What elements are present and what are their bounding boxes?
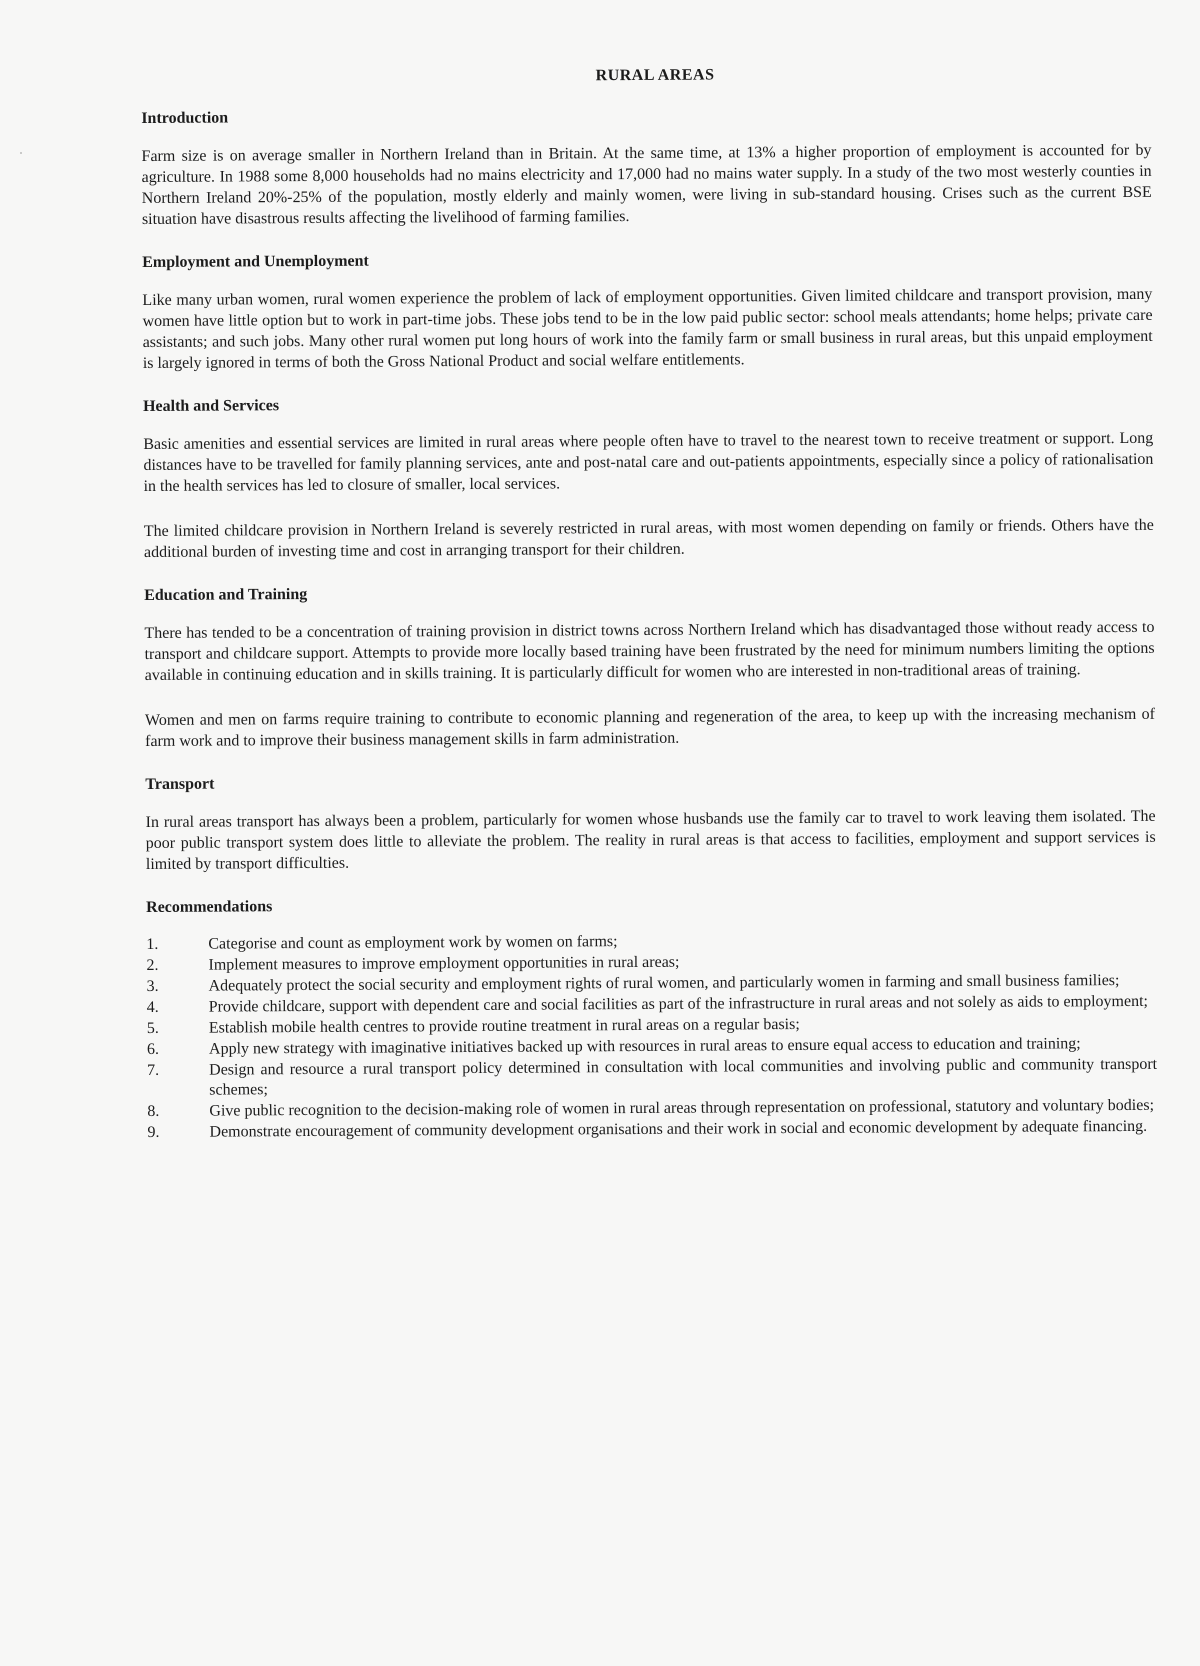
section-employment — [142, 248, 1153, 374]
item-text: Give public recognition to the decision-making role of women in rural areas through representation on professional, statutory and voluntary bodies; — [209, 1096, 1155, 1120]
item-text: Implement measures to improve employment opportunities in rural areas; — [208, 953, 680, 974]
item-number: 1. — [146, 935, 159, 953]
section-heading: Health and Services — [143, 397, 280, 415]
item-text: Establish mobile health centres to provide routine treatment in rural areas on a regular basis; — [208, 1015, 800, 1037]
section-heading: Education and Training — [144, 585, 308, 604]
paragraph: There has tended to be a concentration of training provision in district towns across Northern Ireland which has disadvantaged those without ready access to transport and childcare support. Attempts to provide more locally based training have been frustrated by the need for minimum numbers limiting the options available in continuing education and in skills training. It is particularly difficult for women who are interested in non-traditional areas of training. — [144, 618, 1155, 684]
item-number: 5. — [146, 1019, 159, 1037]
item-text: Apply new strategy with imaginative initiatives backed up with resources in rural areas to ensure equal access to education and training; — [208, 1035, 1081, 1058]
item-number: 3. — [146, 977, 159, 995]
paragraph: Farm size is on average smaller in Northern Ireland than in Britain. At the same time, at 13% a higher proportion of employment is accounted for by agriculture. In 1988 some 8,000 households had no mains electricity and 17,000 had no mains water supply. In a study of the two most westerly counties in Northern Ireland 20%-25% of the population, mostly elderly and mainly women, were living in sub-standard housing. Crises such as the current BSE situation have disastrous results affecting the livelihood of farming families. — [141, 141, 1152, 228]
section-recommendations — [146, 893, 1157, 1143]
item-number: 6. — [146, 1040, 160, 1058]
document-body — [141, 64, 1158, 1144]
scan-speck — [20, 152, 22, 154]
list-item — [147, 1055, 1157, 1101]
paragraph: Like many urban women, rural women experience the problem of lack of employment opportunities. Given limited childcare and transport provision, many women have little option but to work in part-time jobs. These jobs tend to be in the low paid public sector: school meals attendants; home helps; private care assistants; and such jobs. Many other rural women put long hours of work into the family farm or small business in rural areas, but this unpaid employment is largely ignored in terms of both the Gross National Product and social welfare entitlements. — [142, 285, 1153, 372]
item-text: Adequately protect the social security and employment rights of rural women, and particularly women in farming and small business families; — [208, 972, 1120, 995]
section-heading: Introduction — [141, 109, 229, 127]
item-number: 2. — [146, 956, 159, 974]
item-number: 8. — [147, 1102, 160, 1120]
paragraph: Women and men on farms require training to contribute to economic planning and regeneration of the area, to keep up with the increasing mechanism of farm work and to improve their business management skills in farm administration. — [144, 705, 1156, 750]
item-text: Design and resource a rural transport policy determined in consultation with local communities and involving public and community transport schemes; — [209, 1055, 1158, 1099]
paragraph: Basic amenities and essential services are limited in rural areas where people often have to travel to the nearest town to receive treatment or support. Long distances have to be travelled for family planning services, ante and post-natal care and out-patients appointments, especially since a policy of rationalisation in the health services has led to closure of smaller, local services. — [143, 429, 1154, 495]
document-title: RURAL AREAS — [595, 66, 715, 85]
item-text: Categorise and count as employment work by women on farms; — [208, 933, 618, 953]
item-number: 9. — [147, 1123, 160, 1141]
item-number: 7. — [147, 1061, 160, 1079]
paragraph: The limited childcare provision in Northern Ireland is severely restricted in rural areas, with most women depending on family or friends. Others have the additional burden of investing time and cost in arranging transport for their children. — [143, 516, 1154, 561]
item-text: Provide childcare, support with dependent care and social facilities as part of the infrastructure in rural areas and not solely as aids to employment; — [208, 992, 1149, 1016]
paragraph: In rural areas transport has always been a problem, particularly for women whose husbands use the family car to travel to work leaving them isolated. The poor public transport system does little to alleviate the problem. The reality in rural areas is that access to facilities, employment and support services is limited by transport difficulties. — [145, 807, 1156, 873]
section-heading: Recommendations — [146, 898, 273, 916]
section-education — [144, 581, 1155, 752]
item-number: 4. — [146, 998, 159, 1016]
section-heading: Employment and Unemployment — [142, 252, 369, 271]
item-text: Demonstrate encouragement of community development organisations and their work in social and economic development by adequate financing. — [209, 1117, 1148, 1141]
section-heading: Transport — [145, 775, 215, 793]
section-introduction — [141, 104, 1152, 230]
section-health — [143, 392, 1154, 563]
section-transport — [145, 770, 1156, 875]
recommendations-list — [146, 929, 1157, 1143]
